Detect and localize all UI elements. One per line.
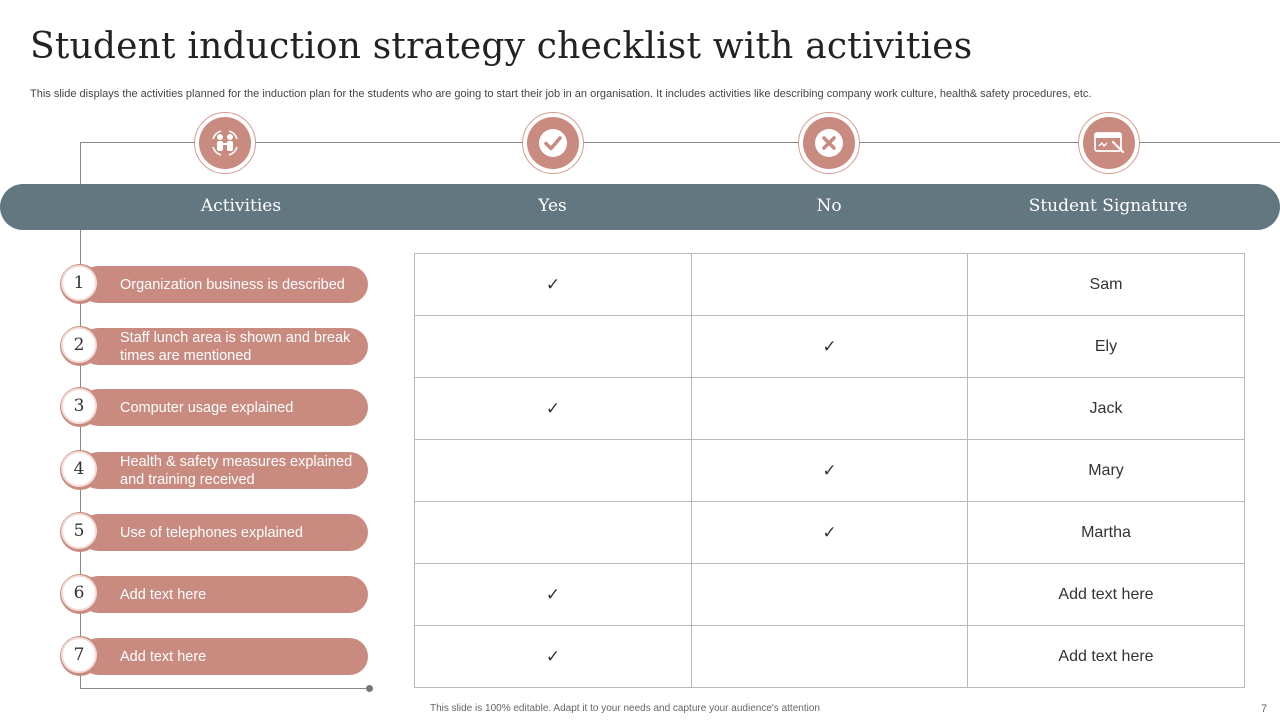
no-cell — [692, 254, 968, 316]
signed-document-icon — [1078, 112, 1140, 174]
connector-end-dot — [366, 685, 373, 692]
yes-cell: ✓ — [415, 564, 692, 626]
yes-cell: ✓ — [415, 626, 692, 688]
yes-cell — [415, 316, 692, 378]
yes-cell: ✓ — [415, 378, 692, 440]
activity-label: Computer usage explained — [120, 399, 294, 416]
table-header-bar — [0, 184, 1280, 230]
activity-number: 1 — [61, 265, 97, 301]
activity-label: Add text here — [120, 586, 207, 603]
header-yes: Yes — [538, 196, 567, 216]
slide-footer: This slide is 100% editable. Adapt it to your needs and capture your audience's attention — [430, 703, 820, 714]
activity-label: Use of telephones explained — [120, 524, 303, 541]
connector-line-bottom — [80, 688, 370, 689]
signature-cell: Ely — [968, 316, 1245, 378]
yes-cell: ✓ — [415, 254, 692, 316]
activity-label: Organization business is described — [120, 276, 345, 293]
activity-number: 2 — [61, 327, 97, 363]
header-student-signature: Student Signature — [1028, 196, 1188, 216]
signature-cell: Mary — [968, 440, 1245, 502]
activity-label: Staff lunch area is shown and break times are mentioned — [120, 329, 351, 364]
slide-subtitle: This slide displays the activities planned for the induction plan for the students who are going to start their job in an organisation. It includes activities like describing company work culture, health& safety procedures, etc. — [30, 88, 1092, 100]
table-row — [415, 626, 1245, 688]
signature-cell: Jack — [968, 378, 1245, 440]
check-circle-icon — [522, 112, 584, 174]
activity-number: 3 — [61, 388, 97, 424]
yes-cell — [415, 502, 692, 564]
no-cell: ✓ — [692, 440, 968, 502]
table-row — [415, 564, 1245, 626]
yes-cell — [415, 440, 692, 502]
table-row — [415, 254, 1245, 316]
activity-item — [62, 576, 368, 613]
header-no: No — [816, 196, 842, 216]
no-cell — [692, 564, 968, 626]
x-circle-icon — [798, 112, 860, 174]
checklist-table — [414, 253, 1245, 688]
signature-cell: Martha — [968, 502, 1245, 564]
table-row — [415, 440, 1245, 502]
signature-cell: Add text here — [968, 564, 1245, 626]
table-row — [415, 316, 1245, 378]
no-cell: ✓ — [692, 502, 968, 564]
slide-title: Student induction strategy checklist with activities — [30, 26, 973, 67]
activity-item — [62, 514, 368, 551]
activity-number: 5 — [61, 513, 97, 549]
activity-item — [62, 638, 368, 675]
activity-number: 4 — [61, 451, 97, 487]
activity-number: 6 — [61, 575, 97, 611]
signature-cell: Sam — [968, 254, 1245, 316]
page-number: 7 — [1261, 703, 1268, 715]
activity-item — [62, 328, 368, 365]
header-activities: Activities — [200, 196, 282, 216]
no-cell: ✓ — [692, 316, 968, 378]
activity-item — [62, 266, 368, 303]
people-group-icon — [194, 112, 256, 174]
signature-cell: Add text here — [968, 626, 1245, 688]
no-cell — [692, 378, 968, 440]
no-cell — [692, 626, 968, 688]
activity-number: 7 — [61, 637, 97, 673]
activity-label: Add text here — [120, 648, 207, 665]
activity-item — [62, 452, 368, 489]
table-row — [415, 502, 1245, 564]
activity-item — [62, 389, 368, 426]
table-row — [415, 378, 1245, 440]
activity-label: Health & safety measures explained and training received — [120, 453, 353, 488]
